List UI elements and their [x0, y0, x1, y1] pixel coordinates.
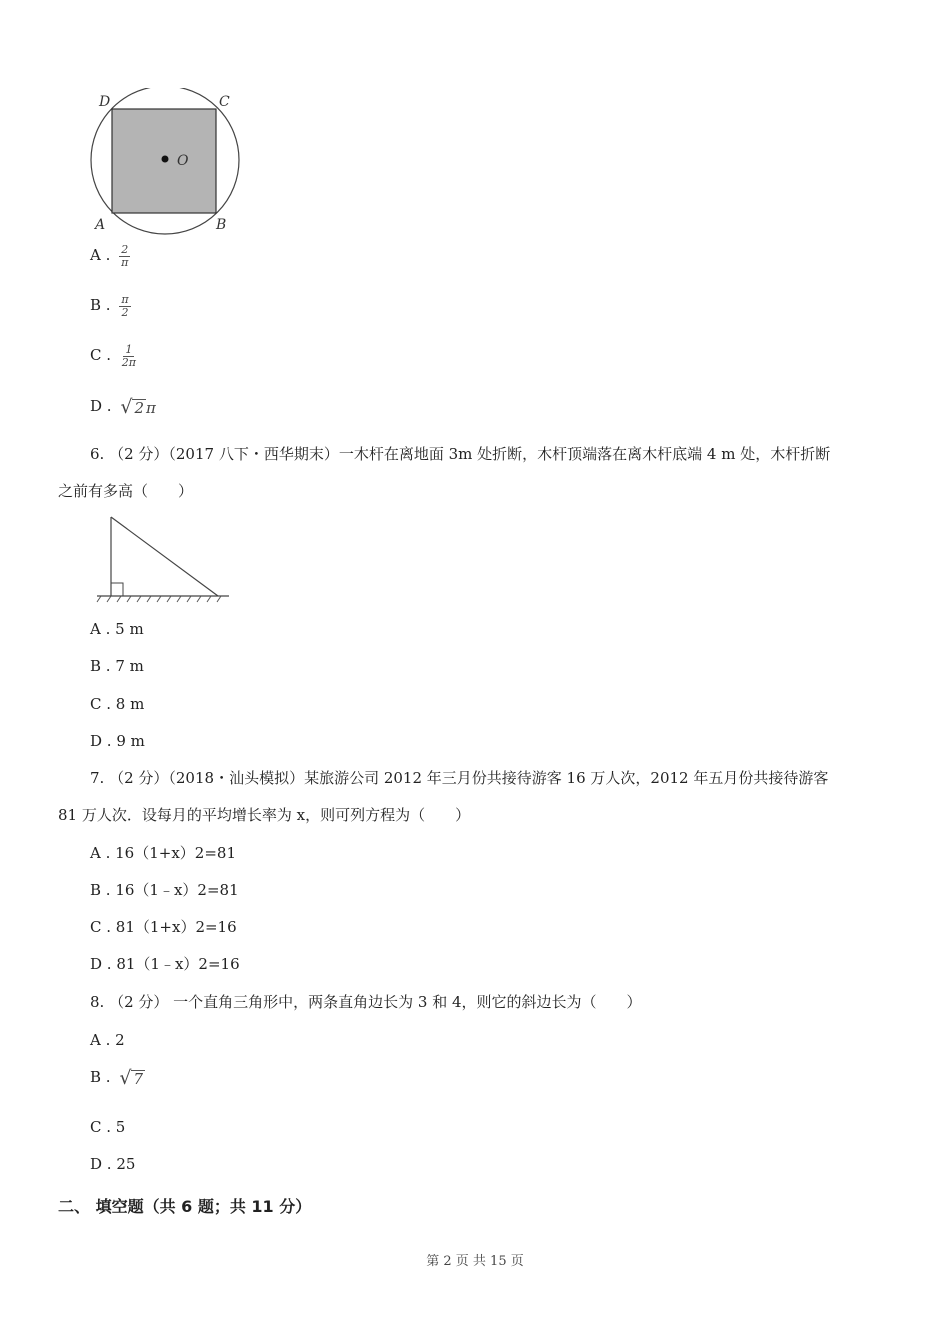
- q8-option-a: A . 2: [90, 1031, 125, 1049]
- q6-option-b: B . 7 m: [90, 657, 144, 675]
- center-point: [162, 156, 169, 163]
- q6-line2: 之前有多高（ ）: [58, 482, 194, 500]
- q7-option-c: C . 81（1+x）2=16: [90, 918, 237, 936]
- q7-option-a: A . 16（1+x）2=81: [90, 844, 236, 862]
- q7-option-b: B . 16（1﹣x）2=81: [90, 881, 239, 899]
- q6-line1: 6. （2 分）（2017 八下・西华期末）一木杆在离地面 3m 处折断，木杆顶端落在离木杆底端 4 m 处，木杆折断: [90, 445, 831, 463]
- section-heading: 二、 填空题（共 6 题；共 11 分）: [58, 1197, 312, 1216]
- q5-option-c: C . $\frac{1}{2\pi}$: [90, 343, 137, 369]
- q5-option-a: A . $\frac{2}{\pi}$: [90, 243, 129, 269]
- q5-option-b: B . $\frac{\pi}{2}$: [90, 293, 129, 319]
- q6-option-d: D . 9 m: [90, 732, 145, 750]
- fraction: $\frac{1}{2\pi}$: [121, 343, 137, 369]
- q6-option-c: C . 8 m: [90, 695, 145, 713]
- q8-option-c: C . 5: [90, 1118, 126, 1136]
- sqrt-expression: √ 2 π: [120, 395, 156, 418]
- label-d: D: [99, 94, 111, 110]
- q6-option-a: A . 5 m: [90, 620, 144, 638]
- broken-pole-figure: [95, 512, 235, 604]
- label-a: A: [95, 217, 106, 233]
- page-footer: 第 2 页 共 15 页: [426, 1254, 524, 1269]
- fraction: $\frac{2}{\pi}$: [121, 243, 129, 269]
- label-c: C: [219, 94, 230, 110]
- q8-option-d: D . 25: [90, 1155, 136, 1173]
- q7-line2: 81 万人次．设每月的平均增长率为 x，则可列方程为（ ）: [58, 806, 471, 824]
- label-o: O: [177, 153, 189, 169]
- square-in-circle-figure: [85, 88, 250, 238]
- q8-line1: 8. （2 分） 一个直角三角形中，两条直角边长为 3 和 4，则它的斜边长为（ ）: [90, 993, 642, 1011]
- q7-line1: 7. （2 分）（2018・汕头模拟）某旅游公司 2012 年三月份共接待游客 16 万人次，2012 年五月份共接待游客: [90, 769, 829, 787]
- fraction: $\frac{\pi}{2}$: [121, 293, 129, 319]
- sqrt-expression: √ 7: [119, 1066, 143, 1089]
- q7-option-d: D . 81（1﹣x）2=16: [90, 955, 240, 973]
- q8-option-b: B . √ 7: [90, 1066, 143, 1089]
- q5-option-d: D . √ 2 π: [90, 395, 156, 418]
- label-b: B: [216, 217, 227, 233]
